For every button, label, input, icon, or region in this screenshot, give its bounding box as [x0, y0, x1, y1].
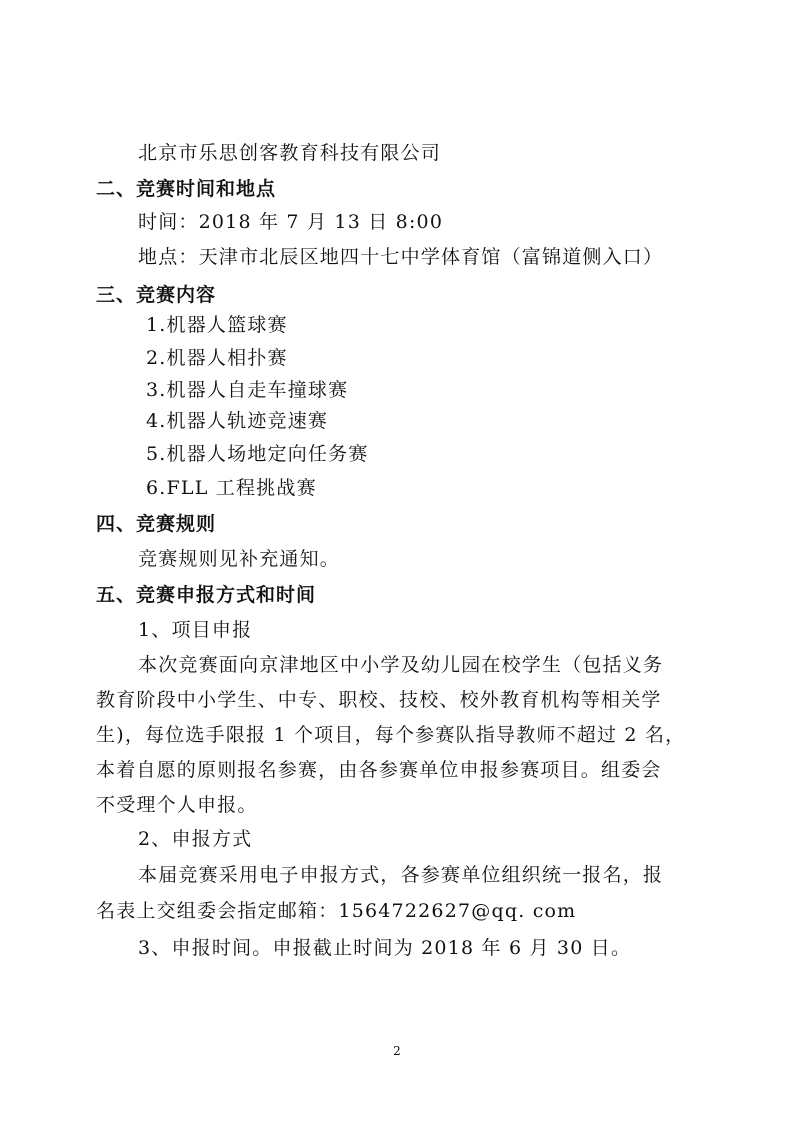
registration-paragraph-line-3: 生)，每位选手限报 1 个项目，每个参赛队指导教师不超过 2 名，	[96, 724, 686, 746]
registration-paragraph-line-2: 教育阶段中小学生、中专、职校、技校、校外教育机构等相关学	[96, 689, 662, 711]
method-paragraph-line-2: 名表上交组委会指定邮箱：1564722627@qq. com	[96, 900, 577, 922]
page-number: 2	[393, 1044, 401, 1058]
section-heading-rules: 四、竞赛规则	[96, 513, 217, 535]
method-paragraph-line-1: 本届竞赛采用电子申报方式，各参赛单位组织统一报名，报	[138, 864, 664, 886]
competition-location-line: 地点：天津市北辰区地四十七中学体育馆（富锦道侧入口）	[138, 246, 664, 268]
registration-paragraph-line-5: 不受理个人申报。	[96, 794, 258, 816]
rules-text-line: 竞赛规则见补充通知。	[138, 548, 341, 570]
content-list-item-1: 1.机器人篮球赛	[146, 314, 288, 336]
registration-subheading-project: 1、项目申报	[138, 619, 253, 641]
content-list-item-5: 5.机器人场地定向任务赛	[146, 443, 369, 465]
section-heading-registration: 五、竞赛申报方式和时间	[96, 584, 317, 606]
content-list-item-4: 4.机器人轨迹竞速赛	[146, 410, 329, 432]
section-heading-time-location: 二、竞赛时间和地点	[96, 178, 277, 200]
content-list-item-2: 2.机器人相扑赛	[146, 347, 288, 369]
registration-deadline-line: 3、申报时间。申报截止时间为 2018 年 6 月 30 日。	[138, 937, 632, 959]
registration-paragraph-line-4: 本着自愿的原则报名参赛，由各参赛单位申报参赛项目。组委会	[96, 759, 662, 781]
competition-time-line: 时间：2018 年 7 月 13 日 8:00	[138, 211, 444, 233]
registration-subheading-method: 2、申报方式	[138, 828, 253, 850]
section-heading-content: 三、竞赛内容	[96, 284, 217, 306]
registration-paragraph-line-1: 本次竞赛面向京津地区中小学及幼儿园在校学生（包括义务	[138, 654, 664, 676]
content-list-item-3: 3.机器人自走车撞球赛	[146, 379, 349, 401]
content-list-item-6: 6.FLL 工程挑战赛	[146, 477, 317, 499]
organizer-line: 北京市乐思创客教育科技有限公司	[138, 142, 442, 164]
